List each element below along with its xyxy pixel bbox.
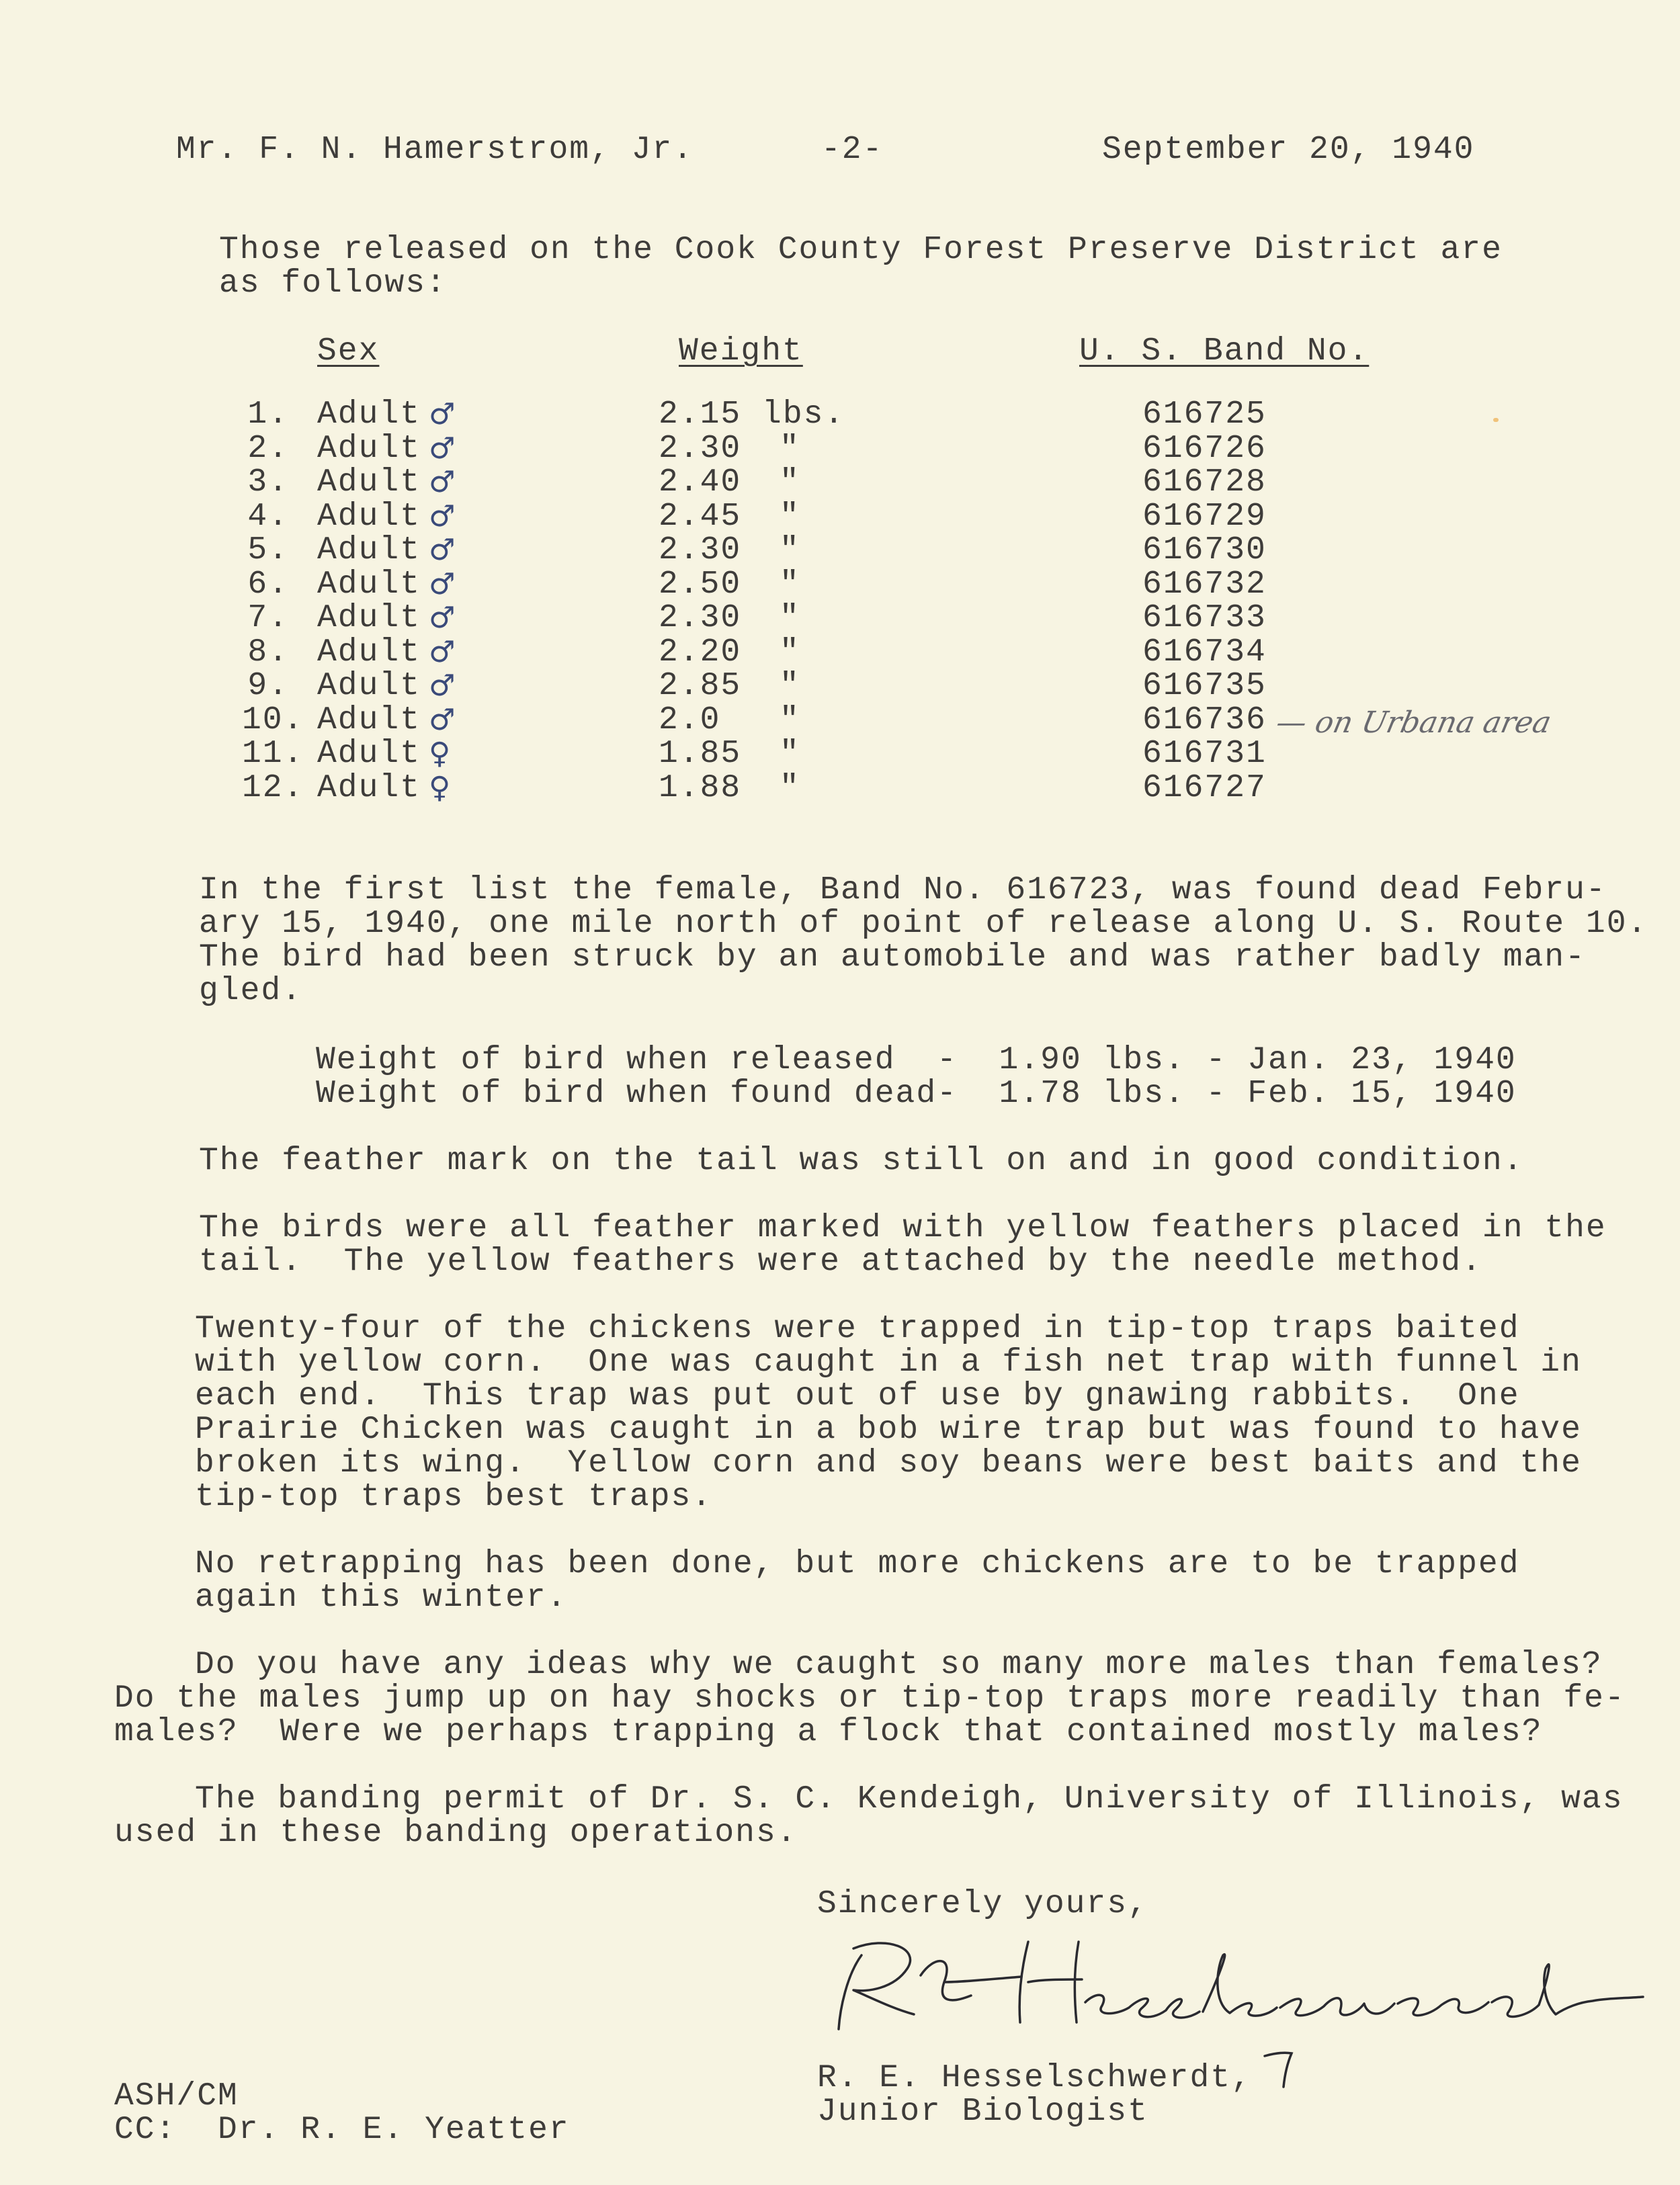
ditto-mark: " xyxy=(780,668,800,704)
table-row xyxy=(242,500,1519,533)
band-number-cell: 616730 xyxy=(1142,532,1267,568)
sex-symbol: ♂ xyxy=(429,669,457,703)
band-number-cell: 616727 xyxy=(1142,769,1267,806)
row-number: 10. xyxy=(242,701,304,738)
weight-cell: 2.30 xyxy=(659,430,742,467)
ditto-mark: " xyxy=(780,736,800,772)
band-number-cell: 616736 xyxy=(1142,701,1267,738)
ditto-mark: " xyxy=(780,498,800,535)
band-number-cell: 616725 xyxy=(1142,396,1267,433)
sex-cell: Adult xyxy=(317,396,421,433)
sex-cell: Adult xyxy=(317,430,421,467)
row-number: 6. xyxy=(247,566,289,603)
row-number: 1. xyxy=(247,396,289,433)
table-row xyxy=(242,636,1519,669)
sex-cell: Adult xyxy=(317,701,421,738)
paragraph-line: No retrapping has been done, but more chickens are to be trapped xyxy=(195,1546,1520,1582)
sex-cell: Adult xyxy=(317,769,421,806)
row-number: 12. xyxy=(242,769,304,806)
weight-cell: 2.30 xyxy=(659,600,742,636)
paragraph-line: Do you have any ideas why we caught so many more males than females? xyxy=(195,1647,1603,1683)
paragraph-line: Prairie Chicken was caught in a bob wire trap but was found to have xyxy=(195,1412,1582,1448)
handwritten-note: — on Urbana area xyxy=(1273,705,1554,740)
ditto-mark: " xyxy=(780,464,800,501)
sex-symbol: ♂ xyxy=(429,499,457,533)
sex-cell: Adult xyxy=(317,498,421,535)
paragraph-line: ary 15, 1940, one mile north of point of release along U. S. Route 10. xyxy=(199,906,1648,942)
paragraph-line: The birds were all feather marked with yellow feathers placed in the xyxy=(199,1210,1607,1246)
sex-cell: Adult xyxy=(317,566,421,603)
page-number: -2- xyxy=(821,132,884,168)
sex-symbol: ♀ xyxy=(429,736,452,771)
row-number: 11. xyxy=(242,736,304,772)
weight-cell: 1.88 xyxy=(659,769,742,806)
paragraph-line: males? Were we perhaps trapping a flock that contained mostly males? xyxy=(114,1714,1543,1750)
weight-line: Weight of bird when released - 1.90 lbs. - Jan. 23, 1940 xyxy=(316,1042,1517,1078)
column-header-sex: Sex xyxy=(317,333,380,370)
carbon-copy-line: CC: Dr. R. E. Yeatter xyxy=(114,2112,570,2148)
band-number-cell: 616726 xyxy=(1142,430,1267,467)
column-header-band: U. S. Band No. xyxy=(1079,333,1370,370)
paragraph-line: The banding permit of Dr. S. C. Kendeigh, University of Illinois, was xyxy=(195,1781,1624,1817)
weight-cell: 2.0 xyxy=(659,701,721,738)
table-row xyxy=(242,432,1519,466)
band-number-cell: 616731 xyxy=(1142,736,1267,772)
sex-symbol: ♂ xyxy=(429,702,457,737)
paragraph-line: Twenty-four of the chickens were trapped in tip-top traps baited xyxy=(195,1311,1520,1347)
table-row xyxy=(242,771,1519,805)
table-row xyxy=(242,737,1519,771)
paper-spot xyxy=(1493,418,1499,422)
table-row xyxy=(242,568,1519,601)
sex-symbol: ♂ xyxy=(429,601,457,635)
weight-cell: 1.85 xyxy=(659,736,742,772)
weight-cell: 2.45 xyxy=(659,498,742,535)
paragraph-line: used in these banding operations. xyxy=(114,1815,798,1851)
paragraph-line: In the first list the female, Band No. 616723, was found dead Febru- xyxy=(199,872,1607,908)
sex-cell: Adult xyxy=(317,668,421,704)
signer-name: R. E. Hesselschwerdt, xyxy=(817,2060,1252,2096)
header-recipient: Mr. F. N. Hamerstrom, Jr. xyxy=(176,132,694,168)
paragraph-line: The feather mark on the tail was still on and in good condition. xyxy=(199,1143,1524,1179)
sex-symbol: ♂ xyxy=(429,634,457,669)
paragraph-line: gled. xyxy=(199,973,303,1009)
band-number-cell: 616735 xyxy=(1142,668,1267,704)
handwritten-check-mark xyxy=(1262,2049,1296,2090)
paragraph-line: Do the males jump up on hay shocks or tip-top traps more readily than fe- xyxy=(114,1680,1626,1717)
band-number-cell: 616732 xyxy=(1142,566,1267,603)
sex-cell: Adult xyxy=(317,464,421,501)
typist-initials: ASH/CM xyxy=(114,2078,239,2114)
header-date: September 20, 1940 xyxy=(1102,132,1475,168)
paragraph-line: broken its wing. Yellow corn and soy beans were best baits and the xyxy=(195,1445,1582,1482)
intro-line: as follows: xyxy=(219,265,447,302)
sex-cell: Adult xyxy=(317,600,421,636)
paragraph-line: The bird had been struck by an automobile and was rather badly man- xyxy=(199,939,1586,976)
band-number-cell: 616733 xyxy=(1142,600,1267,636)
sex-cell: Adult xyxy=(317,736,421,772)
weight-cell: 2.40 xyxy=(659,464,742,501)
table-row xyxy=(242,466,1519,499)
band-number-cell: 616728 xyxy=(1142,464,1267,501)
row-number: 8. xyxy=(247,634,289,671)
sex-symbol: ♂ xyxy=(429,465,457,499)
ditto-mark: " xyxy=(780,600,800,636)
weight-cell: 2.15 lbs. xyxy=(659,396,845,433)
band-number-cell: 616734 xyxy=(1142,634,1267,671)
column-header-weight: Weight xyxy=(679,333,803,370)
ditto-mark: " xyxy=(780,701,800,738)
ditto-mark: " xyxy=(780,532,800,568)
handwritten-signature xyxy=(827,1928,1653,2043)
ditto-mark: " xyxy=(780,430,800,467)
ditto-mark: " xyxy=(780,566,800,603)
sex-symbol: ♂ xyxy=(429,566,457,601)
closing-salutation: Sincerely yours, xyxy=(817,1886,1148,1922)
signer-title: Junior Biologist xyxy=(817,2094,1148,2130)
sex-symbol: ♂ xyxy=(429,397,457,431)
row-number: 9. xyxy=(247,668,289,704)
sex-symbol: ♂ xyxy=(429,431,457,466)
row-number: 5. xyxy=(247,532,289,568)
table-row xyxy=(242,669,1519,703)
row-number: 4. xyxy=(247,498,289,535)
row-number: 3. xyxy=(247,464,289,501)
paragraph-line: again this winter. xyxy=(195,1580,568,1616)
weight-cell: 2.85 xyxy=(659,668,742,704)
sex-cell: Adult xyxy=(317,532,421,568)
weight-cell: 2.20 xyxy=(659,634,742,671)
table-row xyxy=(242,533,1519,567)
weight-cell: 2.30 xyxy=(659,532,742,568)
ditto-mark: " xyxy=(780,634,800,671)
table-row xyxy=(242,398,1519,431)
paragraph-line: each end. This trap was put out of use by gnawing rabbits. One xyxy=(195,1378,1520,1414)
paragraph-line: tip-top traps best traps. xyxy=(195,1479,713,1515)
paragraph-line: tail. The yellow feathers were attached by the needle method. xyxy=(199,1244,1482,1280)
paragraph-line: with yellow corn. One was caught in a fish net trap with funnel in xyxy=(195,1344,1582,1381)
sex-symbol: ♀ xyxy=(429,770,452,805)
weight-cell: 2.50 xyxy=(659,566,742,603)
row-number: 7. xyxy=(247,600,289,636)
sex-cell: Adult xyxy=(317,634,421,671)
sex-symbol: ♂ xyxy=(429,533,457,567)
table-row xyxy=(242,601,1519,635)
intro-line: Those released on the Cook County Forest Preserve District are xyxy=(219,232,1503,268)
weight-line: Weight of bird when found dead- 1.78 lbs. - Feb. 15, 1940 xyxy=(316,1076,1517,1112)
band-number-cell: 616729 xyxy=(1142,498,1267,535)
ditto-mark: " xyxy=(780,769,800,806)
row-number: 2. xyxy=(247,430,289,467)
